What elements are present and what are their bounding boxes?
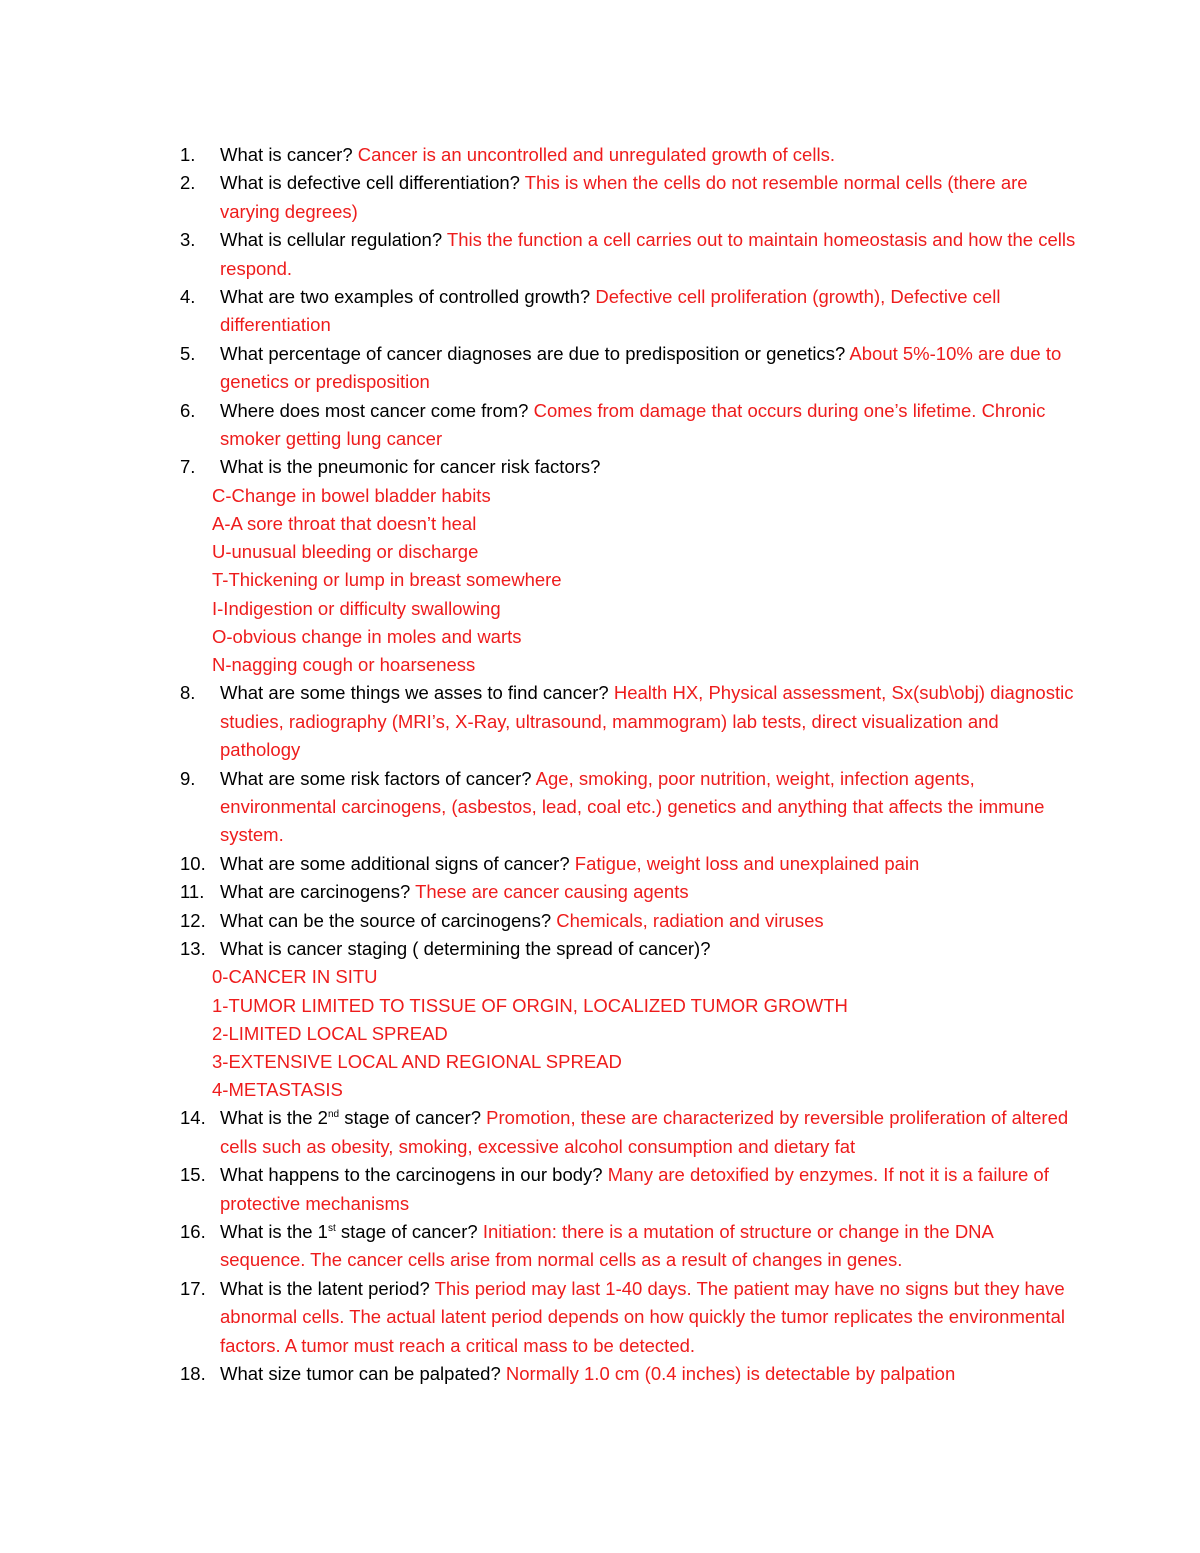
answer-text: This period may last 1-40 days. The patient may have no signs but they have abnormal cells. The actual latent period depends on how quickly the tumor replicates the environmental factors. A tumor must reach a critical mass to be detected. [220, 1277, 1065, 1356]
qa-item-18 [180, 1360, 1080, 1388]
answer-text: Normally 1.0 cm (0.4 inches) is detectable by palpation [505, 1363, 956, 1385]
answer-text: Comes from damage that occurs during one’s lifetime. Chronic smoker getting lung cancer [220, 399, 1046, 450]
question-text: What can be the source of carcinogens? [220, 909, 552, 931]
staging-line: 1-TUMOR LIMITED TO TISSUE OF ORGIN, LOCALIZED TUMOR GROWTH [212, 994, 848, 1016]
question-text: What percentage of cancer diagnoses are due to predisposition or genetics? [220, 342, 846, 364]
answer-text: Defective cell proliferation (growth), Defective cell differentiation [220, 286, 1001, 336]
answer-text: This is when the cells do not resemble normal cells (there are varying degrees) [220, 172, 1028, 222]
mnemonic-line: N-nagging cough or hoarseness [212, 654, 476, 676]
qa-item-11 [180, 878, 1080, 906]
qa-item-15 [180, 1161, 1080, 1218]
item-number: 10. [180, 852, 206, 874]
answer-text: Chemicals, radiation and viruses [556, 909, 824, 931]
question-text: What are some things we asses to find cancer? [220, 682, 609, 704]
item-number: 5. [180, 342, 196, 364]
qa-item-3 [180, 226, 1080, 283]
item-number: 6. [180, 399, 196, 421]
answer-text: Many are detoxified by enzymes. If not it is a failure of protective mechanisms [220, 1164, 1049, 1214]
mnemonic-line: I-Indigestion or difficulty swallowing [212, 597, 501, 619]
qa-item-16 [180, 1218, 1080, 1275]
caution-mnemonic-list [180, 482, 1080, 679]
item-number: 14. [180, 1107, 206, 1129]
question-text: What are some additional signs of cancer? [220, 852, 570, 874]
item-number: 8. [180, 682, 196, 704]
question-text: Where does most cancer come from? [220, 399, 529, 421]
mnemonic-line: A-A sore throat that doesn’t heal [212, 513, 477, 535]
qa-item-12 [180, 907, 1080, 935]
answer-text: Fatigue, weight loss and unexplained pain [574, 852, 920, 874]
item-number: 16. [180, 1221, 206, 1242]
qa-item-17 [180, 1275, 1080, 1360]
question-text: What is the pneumonic for cancer risk factors? [220, 456, 601, 478]
item-number: 18. [180, 1363, 206, 1385]
staging-line: 4-METASTASIS [212, 1079, 343, 1101]
answer-text: Age, smoking, poor nutrition, weight, infection agents, environmental carcinogens, (asbestos, lead, coal etc.) genetics and anything that affects the immune system. [220, 767, 1045, 846]
mnemonic-line: T-Thickening or lump in breast somewhere [212, 569, 562, 591]
qa-item-6 [180, 397, 1080, 454]
qa-item-13 [180, 935, 1080, 963]
staging-list [180, 963, 1080, 1104]
ordinal-suffix: nd [327, 1109, 340, 1121]
question-text: What are some risk factors of cancer? [220, 767, 532, 789]
question-text: What are two examples of controlled growth? [220, 286, 591, 308]
question-text: What is defective cell differentiation? [220, 172, 520, 194]
question-text: What is the 1st stage of cancer? [220, 1221, 478, 1242]
item-number: 2. [180, 172, 196, 194]
question-text: What is cellular regulation? [220, 229, 443, 251]
qa-list [180, 141, 1080, 1388]
item-number: 1. [180, 144, 196, 165]
answer-text: About 5%-10% are due to genetics or predisposition [220, 342, 1062, 393]
answer-text: Health HX, Physical assessment, Sx(sub\obj) diagnostic studies, radiography (MRI’s, X-Ray, ultrasound, mammogram) lab tests, direct visualization and pathology [220, 682, 1074, 761]
qa-item-10 [180, 850, 1080, 878]
mnemonic-line: O-obvious change in moles and warts [212, 625, 522, 647]
item-number: 9. [180, 767, 196, 789]
item-number: 13. [180, 937, 206, 959]
item-number: 4. [180, 286, 196, 308]
item-number: 11. [180, 881, 205, 903]
qa-item-8 [180, 679, 1080, 764]
item-number: 17. [180, 1277, 206, 1299]
mnemonic-line: U-unusual bleeding or discharge [212, 541, 479, 563]
item-number: 15. [180, 1164, 206, 1186]
question-text: What is the 2nd stage of cancer? [220, 1107, 482, 1129]
qa-item-5 [180, 340, 1080, 397]
qa-item-1 [180, 141, 1080, 169]
qa-item-7 [180, 453, 1080, 481]
question-text: What happens to the carcinogens in our body? [220, 1164, 603, 1186]
question-text: What size tumor can be palpated? [220, 1363, 501, 1385]
question-text: What is cancer staging ( determining the spread of cancer)? [220, 937, 711, 959]
qa-item-4 [180, 283, 1080, 340]
qa-item-9 [180, 765, 1080, 850]
question-text: What is the latent period? [220, 1277, 430, 1299]
item-number: 12. [180, 909, 206, 931]
qa-item-2 [180, 169, 1080, 226]
answer-text: These are cancer causing agents [415, 881, 689, 903]
answer-text: Initiation: there is a mutation of structure or change in the DNA sequence. The cancer cells arise from normal cells as a result of changes in genes. [220, 1221, 993, 1271]
staging-line: 2-LIMITED LOCAL SPREAD [212, 1022, 448, 1044]
item-number: 7. [180, 456, 196, 478]
answer-text: Cancer is an uncontrolled and unregulated growth of cells. [357, 144, 835, 165]
ordinal-suffix: st [327, 1222, 336, 1234]
mnemonic-line: C-Change in bowel bladder habits [212, 484, 491, 506]
qa-item-14 [180, 1104, 1080, 1161]
item-number: 3. [180, 229, 196, 251]
answer-text: Promotion, these are characterized by reversible proliferation of altered cells such as obesity, smoking, excessive alcohol consumption and dietary fat [220, 1107, 1069, 1157]
staging-line: 3-EXTENSIVE LOCAL AND REGIONAL SPREAD [212, 1050, 622, 1072]
answer-text: This the function a cell carries out to maintain homeostasis and how the cells respond. [220, 229, 1076, 279]
question-text: What is cancer? [220, 144, 353, 165]
question-text: What are carcinogens? [220, 881, 411, 903]
staging-line: 0-CANCER IN SITU [212, 966, 378, 988]
